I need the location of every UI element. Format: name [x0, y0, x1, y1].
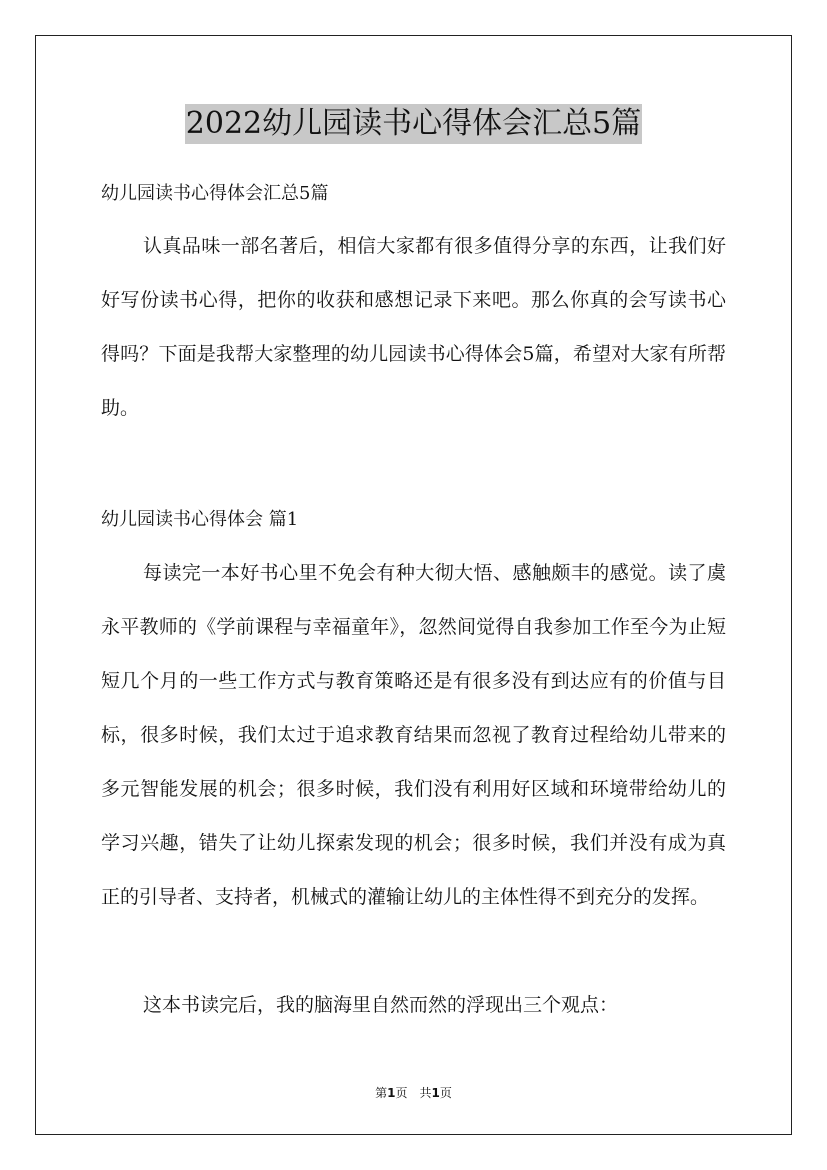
section-heading: 幼儿园读书心得体会 篇1: [101, 509, 299, 530]
footer-mid: 页 共: [395, 1086, 432, 1100]
document-title-wrapper: [0, 104, 827, 144]
page-footer: [0, 1084, 827, 1101]
footer-prefix: 第: [375, 1086, 388, 1100]
footer-suffix: 页: [439, 1086, 452, 1100]
body-paragraph: 每读完一本好书心里不免会有种大彻大悟、感触颇丰的感觉。读了虞永平教师的《学前课程与幸福童年》，忽然间觉得自我参加工作至今为止短短几个月的一些工作方式与教育策略还是有很多没有到达应有的价值与目标，很多时候，我们太过于追求教育结果而忽视了教育过程给幼儿带来的多元智能发展的机会；很多时候，我们没有利用好区域和环境带给幼儿的学习兴趣，错失了让幼儿探索发现的机会；很多时候，我们并没有成为真正的引导者、支持者，机械式的灌输让幼儿的主体性得不到充分的发挥。: [101, 562, 726, 908]
document-subtitle: 幼儿园读书心得体会汇总5篇: [101, 183, 329, 204]
body-paragraph-2: 这本书读完后，我的脑海里自然而然的浮现出三个观点：: [143, 994, 619, 1016]
footer-page-total: 1: [431, 1086, 440, 1100]
intro-paragraph: 认真品味一部名著后，相信大家都有很多值得分享的东西，让我们好好写份读书心得，把你的收获和感想记录下来吧。那么你真的会写读书心得吗？下面是我帮大家整理的幼儿园读书心得体会5篇，希望对大家有所帮助。: [101, 235, 726, 419]
footer-page-current: 1: [387, 1086, 396, 1100]
document-title: 2022幼儿园读书心得体会汇总5篇: [185, 104, 642, 144]
